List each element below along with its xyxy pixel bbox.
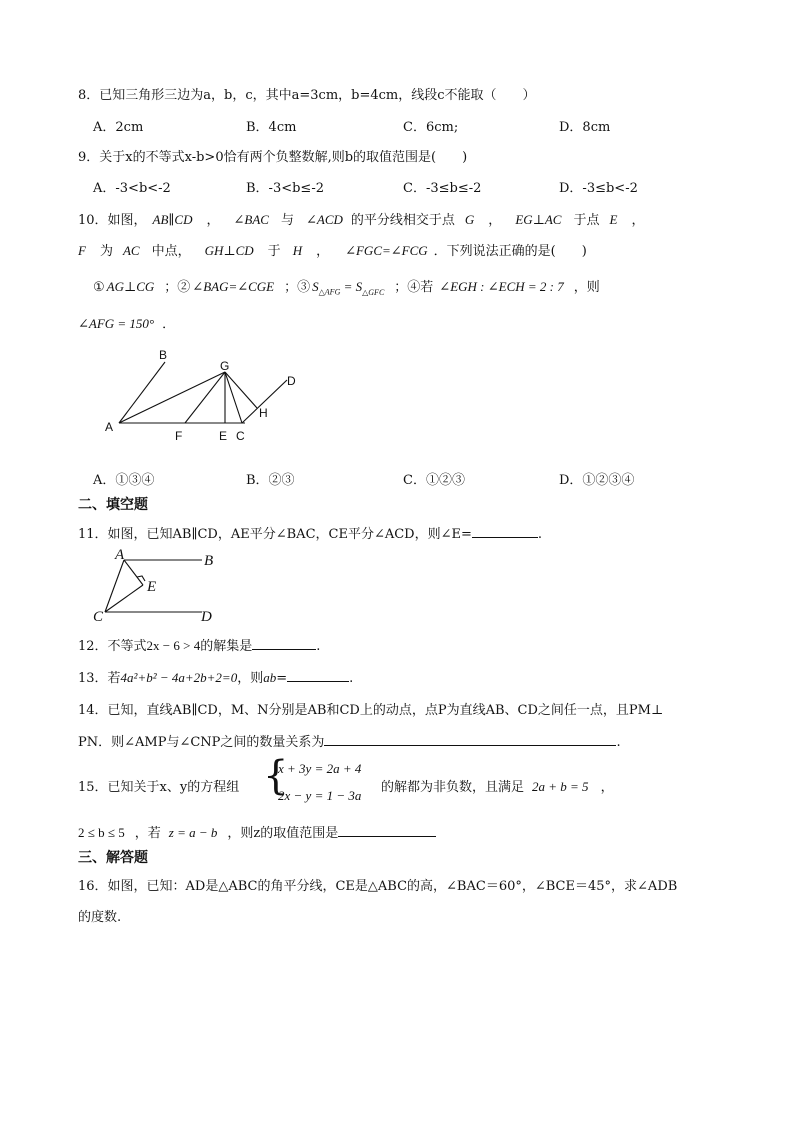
q15-math: z = a − b (168, 825, 218, 840)
q10-text: ；④若 (394, 280, 434, 295)
label-b: B (204, 553, 214, 569)
q10-text: 于点 (573, 213, 600, 228)
q13-text: ，则 (237, 671, 264, 686)
q10-math: ∠AFG = 150° (78, 316, 155, 331)
segment-ac (105, 560, 124, 612)
q10-text: 的平分线相交于点 (350, 213, 455, 228)
segment-ag (119, 372, 225, 423)
q10-math: ∠BAG=∠CGE (192, 279, 275, 294)
q15-math: 2a + b = 5 (532, 779, 589, 794)
q13-math: 4a²+b² − 4a+2b+2=0 (120, 670, 238, 685)
q13-math: ab (263, 670, 277, 685)
label-g: G (220, 359, 230, 373)
section-solve: 三、解答题 (78, 850, 148, 866)
q10-text: 为 (99, 244, 113, 259)
segment-ae (124, 560, 143, 585)
q15-text: 的解都为非负数，且满足 (381, 780, 525, 795)
q11-text: . (537, 527, 543, 542)
q9-option-d: D．-3≤b<-2 (559, 181, 638, 196)
q8-option-c: C．6cm; (403, 120, 459, 135)
q10-math: ∠ACD (305, 212, 343, 227)
q10-math: EG⊥AC (515, 212, 562, 227)
q10-math: F (78, 243, 86, 258)
q9-stem: 9．关于x的不等式x-b>0恰有两个负整数解,则b的取值范围是( ) (78, 150, 468, 165)
q15-system-brace: { (263, 753, 289, 799)
label-d: D (201, 609, 212, 625)
q16-line2: 的度数. (78, 910, 122, 925)
q8-option-d: D．8cm (559, 120, 611, 135)
q10-option-c: C．①②③ (403, 473, 465, 488)
segment-gh (225, 372, 257, 408)
label-h: H (259, 406, 268, 420)
q15-line2 (78, 822, 436, 841)
label-c: C (236, 429, 245, 443)
label-a: A (105, 420, 114, 434)
q8-stem: 8．已知三角形三边为a，b，c，其中a=3cm，b=4cm，线段c不能取（ ） (78, 88, 536, 103)
q13-stem (78, 667, 353, 686)
q10-option-a: A．①③④ (93, 473, 155, 488)
segment-gf (185, 372, 225, 423)
q10-text: ；② (164, 280, 191, 295)
q10-subscript: △AFG (318, 287, 341, 297)
q10-option-b: B．②③ (246, 473, 295, 488)
q13-answer-blank[interactable] (287, 669, 349, 682)
q14-text: . (616, 735, 621, 750)
q10-math: ∠EGH : ∠ECH = 2 : 7 (439, 279, 564, 294)
q10-text: ． (162, 317, 176, 332)
q10-line2 (78, 240, 587, 259)
q10-math: E (609, 212, 618, 227)
label-c: C (93, 609, 104, 625)
q14-answer-blank[interactable] (324, 733, 616, 746)
q9-option-c: C．-3≤b≤-2 (403, 181, 482, 196)
label-e: E (147, 579, 157, 595)
q10-text: ， (631, 213, 645, 228)
q10-text: ；③ (284, 280, 311, 295)
q15-equation-2: 2x − y = 1 − 3a (278, 788, 362, 803)
q15-text: ， (600, 780, 614, 795)
q10-text: ， (206, 213, 220, 228)
q10-math: AC (122, 243, 140, 258)
q11-text: 11．如图，已知AB∥CD，AE平分∠BAC，CE平分∠ACD，则∠E= (78, 527, 472, 542)
q9-option-a: A．-3<b<-2 (93, 181, 171, 196)
q10-text: 于 (267, 244, 281, 259)
q13-text: . (349, 671, 354, 686)
q10-math: S (312, 279, 319, 294)
q15-text: ，若 (134, 826, 161, 841)
q10-math: ∠FGC=∠FCG (345, 243, 428, 258)
label-d: D (287, 374, 296, 388)
q11-stem (78, 523, 542, 542)
q10-subscript: △GFC (362, 287, 385, 297)
q14-line1: 14．已知，直线AB∥CD，M、N分别是AB和CD上的动点，点P为直线AB、CD之间任一点，且PM⊥ (78, 703, 664, 718)
q10-figure (95, 345, 325, 450)
ray-ab (119, 362, 165, 423)
q10-math: AB∥CD (152, 212, 193, 227)
q14-text: PN．则∠AMP与∠CNP之间的数量关系为 (78, 735, 325, 750)
segment-ce (105, 585, 143, 612)
q10-text: ．下列说法正确的是( ) (433, 244, 587, 259)
q10-math: ∠BAC (233, 212, 269, 227)
q12-answer-blank[interactable] (252, 637, 316, 650)
q10-math: H (292, 243, 303, 258)
segment-gc (225, 372, 242, 423)
q10-text: 10．如图， (78, 213, 147, 228)
q15-answer-blank[interactable] (338, 824, 436, 837)
q8-option-b: B．4cm (246, 120, 297, 135)
q10-text: ， (488, 213, 502, 228)
q13-text: 13．若 (78, 671, 121, 686)
q10-math: AG⊥CG (106, 279, 155, 294)
q8-option-a: A．2cm (93, 120, 144, 135)
q12-text: . (316, 639, 321, 654)
q12-text: 12．不等式 (78, 639, 147, 654)
q10-text: 中点， (151, 244, 191, 259)
q10-text: 与 (280, 213, 294, 228)
q15-text: ，则z的取值范围是 (227, 826, 339, 841)
q10-text: ① (93, 280, 105, 295)
q15-equation-1: x + 3y = 2a + 4 (278, 761, 362, 776)
label-f: F (175, 429, 183, 443)
q10-text: ， (316, 244, 330, 259)
q16-line1: 16．如图，已知：AD是△ABC的角平分线，CE是△ABC的高，∠BAC＝60°，∠BCE＝45°，求∠ADB (78, 879, 678, 894)
q10-text: ，则 (573, 280, 600, 295)
q12-text: 的解集是 (200, 639, 253, 654)
label-e: E (219, 429, 228, 443)
label-b: B (159, 348, 168, 362)
q10-line1 (78, 209, 644, 228)
q11-answer-blank[interactable] (472, 525, 538, 538)
q10-math: = S (340, 279, 363, 294)
label-a: A (115, 547, 125, 563)
q15-intro: 15．已知关于x、y的方程组 (78, 780, 240, 795)
q13-text: = (276, 671, 288, 686)
q10-statements (93, 276, 600, 297)
q15-condition (381, 776, 614, 795)
q10-option-d: D．①②③④ (559, 473, 635, 488)
q12-stem (78, 635, 320, 654)
q10-statement-4-result (78, 313, 175, 332)
q12-math: 2x − 6 > 4 (146, 638, 201, 653)
q10-math: G (464, 212, 475, 227)
q10-math: GH⊥CD (204, 243, 254, 258)
q11-figure (88, 546, 228, 626)
q14-line2 (78, 731, 621, 750)
section-fill-in-blank: 二、填空题 (78, 497, 148, 513)
q15-math: 2 ≤ b ≤ 5 (78, 825, 125, 840)
q9-option-b: B．-3<b≤-2 (246, 181, 324, 196)
